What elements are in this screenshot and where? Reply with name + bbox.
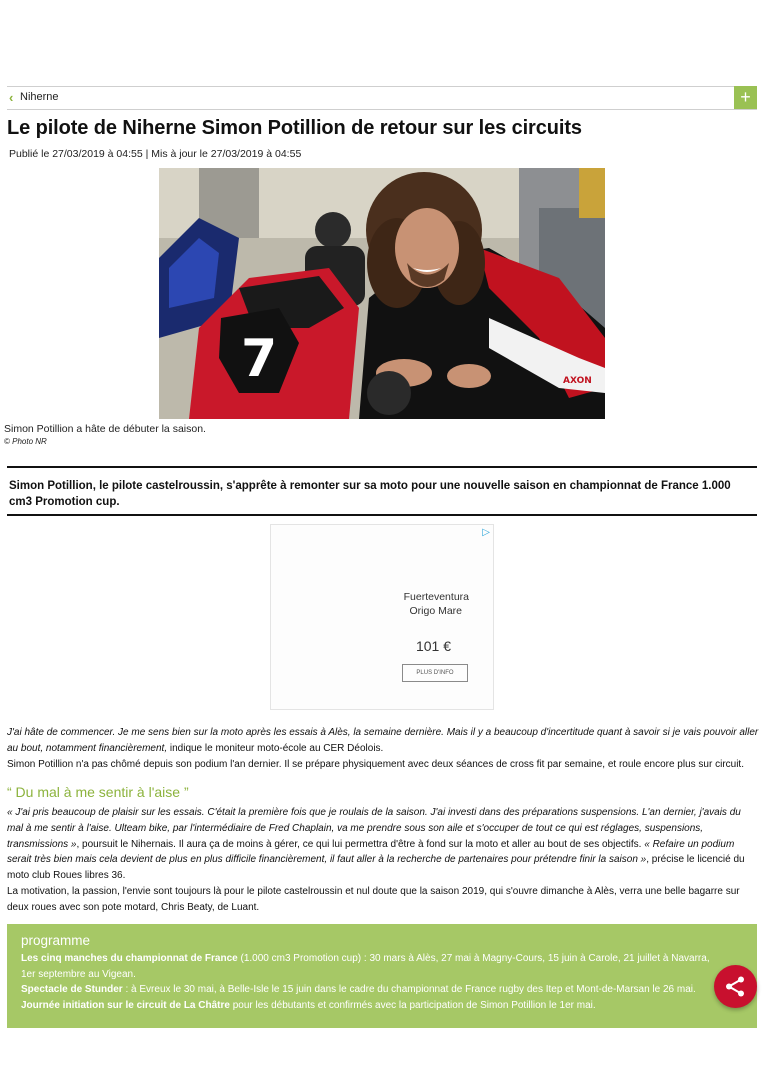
adchoices-icon[interactable]: ▷ xyxy=(482,527,490,538)
paragraph-3 xyxy=(7,805,759,884)
photo-caption: Simon Potillion a hâte de débuter la saison. xyxy=(4,423,206,435)
programme-box xyxy=(7,924,757,1028)
quote-text: J'ai hâte de commencer. Je me sens bien sur la moto après les essais à Alès, la semaine dernière. Mais il y a beaucoup d'incertitude quant à savoir si je vais pouvoir aller au bout, notamment financièrement, xyxy=(7,727,759,754)
paragraph-text: , poursuit le Nihernais. Il aura ça de moins à gérer, ce qui lui permettra d'être à fond sur la moto et aller au bout de ses objectifs. xyxy=(76,838,645,850)
article-lead-text: Simon Potillion, le pilote castelroussin, s'apprête à remonter sur sa moto pour une nouvelle saison en championnat de France 1.000 cm3 Promotion cup. xyxy=(9,480,731,508)
ad-price: 101 € xyxy=(415,638,451,654)
article-title: Le pilote de Niherne Simon Potillion de retour sur les circuits xyxy=(7,117,582,139)
programme-item-heading: Journée initiation sur le circuit de La Châtre xyxy=(21,999,230,1011)
paragraph-text: , précise le licencié du moto club Roues libres 36. xyxy=(7,854,745,882)
chevron-left-icon[interactable]: ‹ xyxy=(9,90,14,105)
paragraph-4: La motivation, la passion, l'envie sont toujours là pour le pilote castelroussin et nul doute que la saison 2019, qui s'ouvre dimanche à Alès, verra une belle bagarre sur deux roues avec son pote motard, Chris Beaty, de Luant. xyxy=(7,885,740,913)
advertisement[interactable] xyxy=(270,524,494,710)
photo-illustration xyxy=(159,168,605,419)
paragraph-text: indique le moniteur moto-école au CER Déolois. xyxy=(167,742,384,754)
publication-date: Publié le 27/03/2019 à 04:55 | Mis à jour le 27/03/2019 à 04:55 xyxy=(9,148,302,160)
article-body xyxy=(7,725,759,772)
article-photo xyxy=(159,168,605,419)
jacket-brand: AXON xyxy=(563,376,592,386)
breadcrumb xyxy=(7,86,757,110)
programme-title: programme xyxy=(21,933,91,948)
article-lead xyxy=(7,466,757,516)
programme-item xyxy=(21,982,721,998)
quote-text: « J'ai pris beaucoup de plaisir sur les essais. C'était la première fois que je roulais de la saison. J'ai investi dans des préparations suspensions. L'an dernier, j'avais du mal à me sentir à l'aise. Ulteam bike, par l'intermédiaire de Fred Chaplain, va me prendre sous son aile et s'occuper de tout ce qui est réglages, suspensions, transmissions » xyxy=(7,807,741,850)
programme-item xyxy=(21,951,721,982)
programme-item-text: pour les débutants et confirmés avec la participation de Simon Potillion le 1er mai. xyxy=(229,999,596,1011)
share-icon xyxy=(714,965,757,1008)
breadcrumb-section-link[interactable]: Niherne xyxy=(20,91,59,103)
programme-item xyxy=(21,998,721,1014)
ad-destination-line2: Origo Mare xyxy=(409,605,462,617)
programme-item-heading: Les cinq manches du championnat de France xyxy=(21,953,238,964)
paragraph-2: Simon Potillion n'a pas chômé depuis son podium l'an dernier. Il se prépare physiquement avec deux séances de cross fit par semaine, et roule encore plus sur circuit. xyxy=(7,758,744,770)
plus-icon[interactable]: + xyxy=(734,86,757,109)
quote-text: « Refaire un podium serait très bien mais cela devient de plus en plus difficile financièrement, il faut aller à la recherche de partenaires pour prétendre finir la saison » xyxy=(7,838,735,866)
ad-more-info-button[interactable]: PLUS D'INFO xyxy=(402,664,468,682)
photo-credit: © Photo NR xyxy=(4,437,47,446)
bike-number: 7 xyxy=(241,329,278,389)
share-button[interactable] xyxy=(714,965,757,1008)
section-subtitle: “ Du mal à me sentir à l'aise ” xyxy=(7,784,189,800)
article-body-continued xyxy=(7,805,759,916)
programme-list xyxy=(21,951,721,1013)
paragraph-1 xyxy=(7,725,759,757)
programme-item-text: (1.000 cm3 Promotion cup) : 30 mars à Alès, 27 mai à Magny-Cours, 15 juin à Carole, 21 juillet à Navarra, 1er septembre au Vigean. xyxy=(21,953,710,980)
programme-item-text: : à Evreux le 30 mai, à Belle-Isle le 15 juin dans le cadre du championnat de France rugby des Itep et Mont-de-Marsan le 26 mai. xyxy=(122,984,696,995)
ad-destination-line1: Fuerteventura xyxy=(403,591,469,603)
programme-item-heading: Spectacle de Stunder xyxy=(21,984,123,995)
